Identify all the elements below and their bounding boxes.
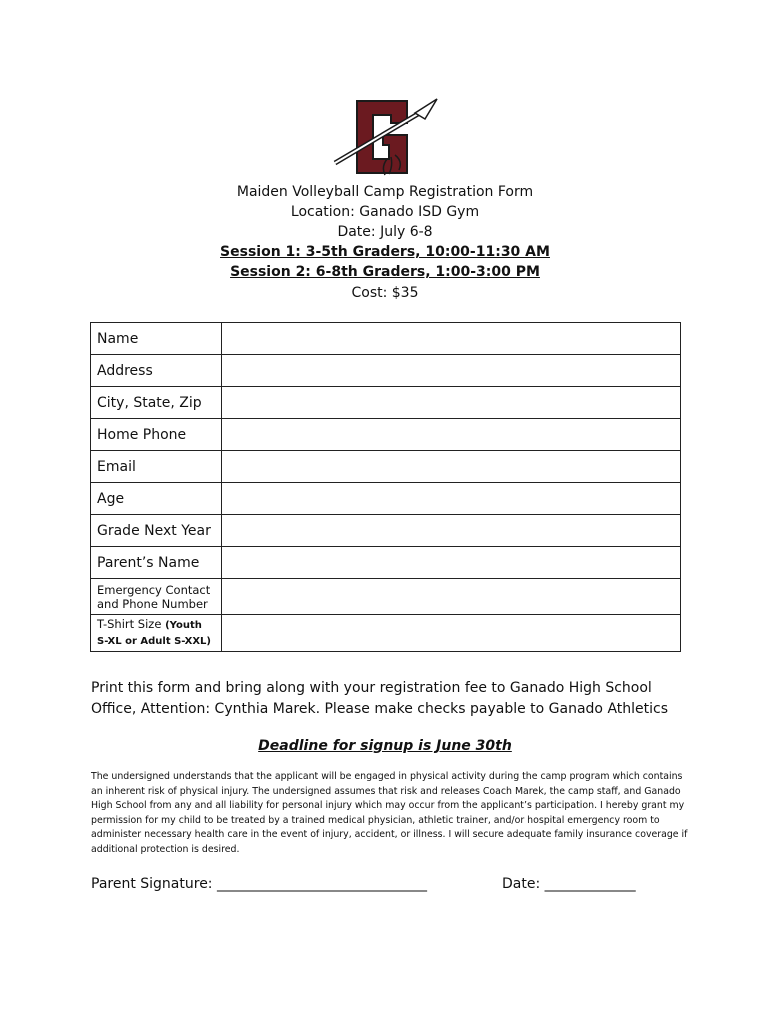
email-label: Email xyxy=(91,451,222,483)
city-state-zip-label: City, State, Zip xyxy=(91,387,222,419)
address-label: Address xyxy=(91,355,222,387)
session-1-line: Session 1: 3-5th Graders, 10:00-11:30 AM xyxy=(220,244,550,260)
home-phone-field[interactable] xyxy=(222,419,681,451)
session-2-line: Session 2: 6-8th Graders, 1:00-3:00 PM xyxy=(230,264,540,280)
table-row xyxy=(91,323,681,355)
city-state-zip-field[interactable] xyxy=(222,387,681,419)
age-label: Age xyxy=(91,483,222,515)
tshirt-size-note: (Youth S-XL or Adult S-XXL) xyxy=(97,620,211,647)
age-field[interactable] xyxy=(222,483,681,515)
tshirt-size-label: T-Shirt Size xyxy=(97,617,162,631)
name-label: Name xyxy=(91,323,222,355)
waiver-text: The undersigned understands that the applicant will be engaged in physical activity during the camp program which contains an inherent risk of physical injury. The undersigned assumes that risk and releases Coach Marek, the camp staff, and Ganado High School from any and all liability for personal injury which may occur from the applicant’s participation. I hereby grant my permission for my child to be treated by a trained medical physician, athletic trainer, and/or hospital emergency room to administer necessary health care in the event of injury, accident, or illness. I will secure adequate family insurance coverage if additional protection is desired. xyxy=(91,771,688,855)
table-row xyxy=(91,451,681,483)
school-logo xyxy=(331,97,439,177)
parent-name-label: Parent’s Name xyxy=(91,547,222,579)
table-row xyxy=(91,579,681,615)
table-row xyxy=(91,419,681,451)
parent-name-field[interactable] xyxy=(222,547,681,579)
email-field[interactable] xyxy=(222,451,681,483)
emergency-contact-field[interactable] xyxy=(222,579,681,615)
instructions-text: Print this form and bring along with your registration fee to Ganado High School Office, Attention: Cynthia Marek. Please make checks payable to Ganado Athletics xyxy=(91,680,669,717)
deadline-text: Deadline for signup is June 30th xyxy=(258,738,512,754)
grade-next-year-field[interactable] xyxy=(222,515,681,547)
table-row xyxy=(91,483,681,515)
emergency-contact-label: Emergency Contact and Phone Number xyxy=(91,579,222,615)
signature-date-line[interactable]: Date: _____________ xyxy=(502,876,636,892)
location-line: Location: Ganado ISD Gym xyxy=(290,204,480,220)
home-phone-label: Home Phone xyxy=(91,419,222,451)
tshirt-size-label-cell xyxy=(91,615,222,652)
address-field[interactable] xyxy=(222,355,681,387)
table-row xyxy=(91,547,681,579)
date-line: Date: July 6-8 xyxy=(337,224,433,240)
cost-line: Cost: $35 xyxy=(351,285,419,301)
parent-signature-line[interactable]: Parent Signature: ______________________________ xyxy=(91,876,427,892)
table-row xyxy=(91,515,681,547)
table-row xyxy=(91,387,681,419)
grade-next-year-label: Grade Next Year xyxy=(91,515,222,547)
table-row xyxy=(91,355,681,387)
table-row xyxy=(91,615,681,652)
tshirt-size-field[interactable] xyxy=(222,615,681,652)
form-title: Maiden Volleyball Camp Registration Form xyxy=(236,184,534,200)
name-field[interactable] xyxy=(222,323,681,355)
signature-row xyxy=(91,876,691,892)
registration-table xyxy=(90,322,681,652)
